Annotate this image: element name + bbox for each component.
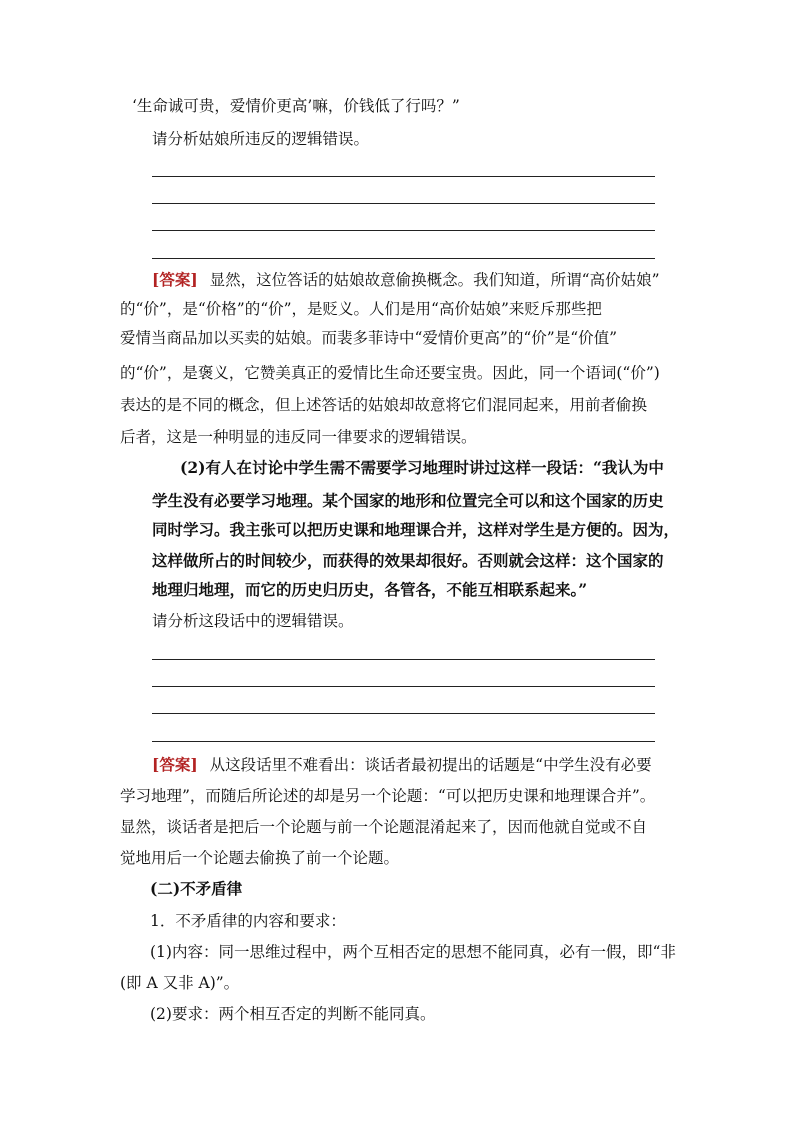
requirement-line: (2)要求：两个相互否定的判断不能同真。: [150, 1005, 436, 1023]
answer-paragraph-1-line: 的“价”，是褒义，它赞美真正的爱情比生命还要宝贵。因此，同一个语词(“价”): [120, 364, 660, 382]
answer-tag: [答案]: [152, 270, 198, 289]
answer-paragraph-1-line: 表达的是不同的概念，但上述答话的姑娘却故意将它们混同起来，用前者偷换: [120, 396, 648, 414]
answer-paragraph-1-line: 后者，这是一种明显的违反同一律要求的逻辑错误。: [120, 428, 477, 446]
content-line: (即 A 又非 A)”。: [120, 974, 240, 992]
answer-paragraph-2-line: 显然，谈话者是把后一个论题与前一个论题混淆起来了，因而他就自觉或不自: [120, 818, 648, 836]
answer-blank-line: [152, 176, 655, 177]
section-heading: (二)不矛盾律: [150, 879, 243, 898]
answer-blank-line: [152, 203, 655, 204]
answer-tag: [答案]: [152, 755, 198, 774]
question-prompt-2: 请分析这段话中的逻辑错误。: [152, 612, 354, 630]
answer-blank-line: [152, 230, 655, 231]
question-2-line: 这样做所占的时间较少，而获得的效果却很好。否则就会这样：这个国家的: [152, 551, 664, 570]
question-prompt-1: 请分析姑娘所违反的逻辑错误。: [152, 130, 370, 148]
answer-blank-line: [152, 258, 655, 259]
section-point-1: 1．不矛盾律的内容和要求：: [150, 912, 346, 930]
content-line: (1)内容：同一思维过程中，两个互相否定的思想不能同真，必有一假，即“非: [150, 943, 676, 961]
answer-paragraph-1-line: 爱情当商品加以买卖的姑娘。而裴多菲诗中“爱情价更高”的“价”是“价值”: [120, 329, 618, 347]
answer-paragraph-1-line: [答案] 显然，这位答话的姑娘故意偷换概念。我们知道，所谓“高价姑娘”: [152, 270, 660, 289]
question-2-line: 地理归地理，而它的历史归历史，各管各，不能互相联系起来。”: [152, 580, 588, 599]
answer-blank-line: [152, 686, 655, 687]
answer-paragraph-2-line: [答案] 从这段话里不难看出：谈话者最初提出的话题是“中学生没有必要: [152, 755, 652, 774]
quote-end: ‘生命诚可贵，爱情价更高’嘛，价钱低了行吗？”: [132, 97, 460, 115]
answer-blank-line: [152, 713, 655, 714]
answer-paragraph-2-line: 觉地用后一个论题去偷换了前一个论题。: [120, 849, 400, 867]
question-2-line: (2)有人在讨论中学生需不需要学习地理时讲过这样一段话：“我认为中: [180, 458, 664, 477]
answer-blank-line: [152, 659, 655, 660]
question-2-line: 学生没有必要学习地理。某个国家的地形和位置完全可以和这个国家的历史: [152, 491, 664, 510]
answer-blank-line: [152, 741, 655, 742]
answer-paragraph-2-line: 学习地理”，而随后所论述的却是另一个论题：“可以把历史课和地理课合并”。: [120, 787, 656, 805]
question-2-line: 同时学习。我主张可以把历史课和地理课合并，这样对学生是方便的。因为，: [152, 520, 680, 539]
answer-paragraph-1-line: 的“价”，是“价格”的“价”，是贬义。人们是用“高价姑娘”来贬斥那些把: [120, 300, 602, 318]
